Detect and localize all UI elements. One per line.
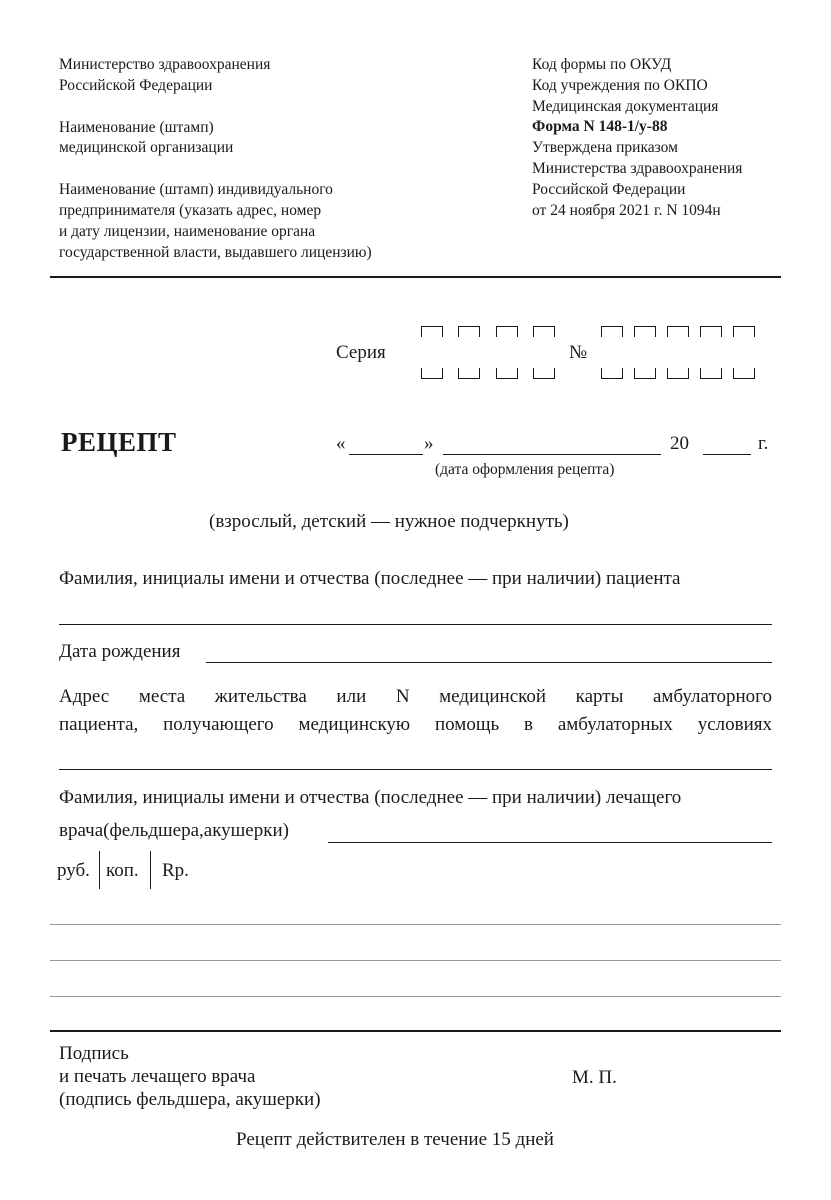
ip-stamp-line-2: предпринимателя (указать адрес, номер bbox=[59, 201, 322, 219]
org-stamp-line-2: медицинской организации bbox=[59, 139, 234, 157]
header-divider bbox=[50, 276, 781, 278]
date-month-field[interactable] bbox=[443, 432, 661, 455]
birth-date-field[interactable] bbox=[206, 638, 772, 663]
doctor-label-line-2: врача(фельдшера,акушерки) bbox=[59, 820, 289, 841]
rub-label: руб. bbox=[57, 860, 90, 881]
doctor-label-line-1: Фамилия, инициалы имени и отчества (последнее — при наличии) лечащего bbox=[59, 787, 682, 808]
birth-date-label: Дата рождения bbox=[59, 641, 181, 662]
okpo-code-label: Код учреждения по ОКПО bbox=[532, 76, 708, 94]
date-year-suffix: г. bbox=[758, 433, 769, 454]
kop-divider bbox=[150, 851, 151, 889]
date-caption: (дата оформления рецепта) bbox=[435, 461, 615, 478]
signature-line-3: (подпись фельдшера, акушерки) bbox=[59, 1089, 321, 1110]
address-field[interactable] bbox=[59, 745, 772, 770]
org-stamp-line-1: Наименование (штамп) bbox=[59, 118, 214, 136]
approved-line-2: Министерства здравоохранения bbox=[532, 159, 743, 177]
date-year-field[interactable] bbox=[703, 432, 751, 455]
ip-stamp-line-1: Наименование (штамп) индивидуального bbox=[59, 181, 333, 199]
kop-label: коп. bbox=[106, 860, 139, 881]
stamp-place: М. П. bbox=[572, 1067, 617, 1088]
validity-note: Рецепт действителен в течение 15 дней bbox=[236, 1129, 554, 1150]
ip-stamp-line-4: государственной власти, выдавшего лицензию) bbox=[59, 243, 372, 261]
address-label-line-2: пациента, получающего медицинскую помощь в амбулаторных условиях bbox=[59, 714, 772, 735]
date-day-field[interactable] bbox=[349, 432, 423, 455]
rx-line-1[interactable] bbox=[50, 924, 781, 925]
rx-line-3[interactable] bbox=[50, 996, 781, 997]
series-label: Серия bbox=[336, 342, 386, 363]
signature-line-2: и печать лечащего врача bbox=[59, 1066, 256, 1087]
form-number: Форма N 148-1/у-88 bbox=[532, 118, 668, 136]
date-close-quote: » bbox=[424, 433, 434, 454]
footer-divider bbox=[50, 1030, 781, 1032]
signature-line-1: Подпись bbox=[59, 1043, 129, 1064]
address-label-line-1: Адрес места жительства или N медицинской карты амбулаторного bbox=[59, 686, 772, 707]
header-left bbox=[59, 55, 372, 263]
rp-label: Rp. bbox=[162, 860, 189, 881]
header-right bbox=[532, 55, 742, 221]
number-label: № bbox=[569, 342, 588, 363]
medical-docs-label: Медицинская документация bbox=[532, 97, 719, 115]
ip-stamp-line-3: и дату лицензии, наименование органа bbox=[59, 222, 316, 240]
date-open-quote: « bbox=[336, 433, 346, 454]
date-year-prefix: 20 bbox=[670, 433, 689, 454]
ministry-line-2: Российской Федерации bbox=[59, 76, 213, 94]
okud-code-label: Код формы по ОКУД bbox=[532, 56, 672, 73]
approved-line-1: Утверждена приказом bbox=[532, 139, 678, 157]
signature-block bbox=[59, 1042, 321, 1111]
approved-line-3: Российской Федерации bbox=[532, 180, 686, 198]
age-note: (взрослый, детский — нужное подчеркнуть) bbox=[209, 511, 569, 532]
doctor-name-field[interactable] bbox=[328, 818, 772, 843]
rx-line-2[interactable] bbox=[50, 960, 781, 961]
page-title: РЕЦЕПТ bbox=[61, 427, 177, 457]
approved-line-4: от 24 ноября 2021 г. N 1094н bbox=[532, 201, 721, 219]
patient-name-field[interactable] bbox=[59, 600, 772, 625]
patient-name-label: Фамилия, инициалы имени и отчества (последнее — при наличии) пациента bbox=[59, 568, 681, 589]
ministry-line-1: Министерство здравоохранения bbox=[59, 56, 271, 73]
rub-divider bbox=[99, 851, 100, 889]
